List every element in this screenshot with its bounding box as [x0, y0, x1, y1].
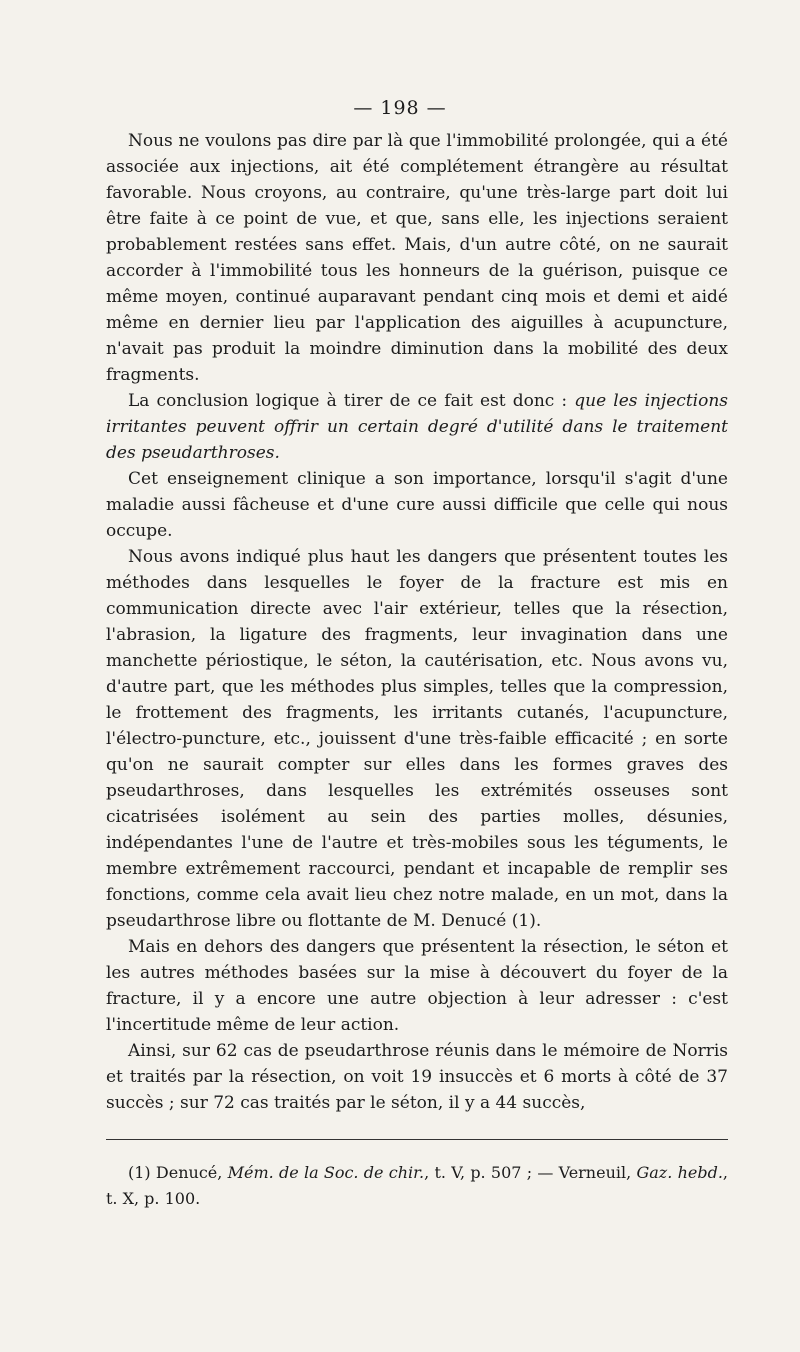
- paragraph-clinical-teaching: Cet enseignement clinique a son importance, lorsqu'il s'agit d'une maladie aussi fâcheuse et d'une cure aussi difficile que celle qui nous occupe.: [106, 469, 728, 541]
- page-number: — 198 —: [353, 97, 447, 119]
- paragraph-objection: Mais en dehors des dangers que présentent la résection, le séton et les autres méthodes basées sur la mise à découvert du foyer de la fracture, il y a encore une autre objection à leur adresser : c'est l'incertitude même de leur action.: [106, 937, 728, 1035]
- footnote-part-1: (1) Denucé,: [128, 1163, 228, 1182]
- body-text: [106, 128, 728, 1116]
- footnote-part-3: , t. V, p. 507 ; — Verneuil,: [424, 1163, 637, 1182]
- paragraph-methods-dangers: Nous avons indiqué plus haut les dangers que présentent toutes les méthodes dans lesquelles le foyer de la fracture est mis en communication directe avec l'air extérieur, telles que la résection, l'abrasion, la ligature des fragments, leur invagination dans une manchette périostique, le séton, la cautérisation, etc. Nous avons vu, d'autre part, que les méthodes plus simples, telles que la compression, le frottement des fragments, les irritants cutanés, l'acupuncture, l'électro-puncture, etc., jouissent d'une très-faible efficacité ; en sorte qu'on ne saurait compter sur elles dans les formes graves des pseudarthroses, dans lesquelles les extrémités osseuses sont cicatrisées isolément au sein des parties molles, désunies, indépendantes l'une de l'autre et très-mobiles sous les téguments, le membre extrêmement raccourci, pendant et incapable de remplir ses fonctions, comme cela avait lieu chez notre malade, en un mot, dans la pseudarthrose libre ou flottante de M. Denucé (1).: [106, 547, 728, 931]
- footnote-part-2: Mém. de la Soc. de chir.: [227, 1163, 425, 1182]
- paragraph-conclusion: [106, 388, 728, 466]
- conclusion-intro: La conclusion logique à tirer de ce fait est donc :: [128, 391, 575, 411]
- paragraph-immobility: Nous ne voulons pas dire par là que l'immobilité prolongée, qui a été associée aux injections, ait été complétement étrangère au résultat favorable. Nous croyons, au contraire, qu'une très-large part doit lui être faite à ce point de vue, et que, sans elle, les injections seraient probablement restées sans effet. Mais, d'un autre côté, on ne saurait accorder à l'immobilité tous les honneurs de la guérison, puisque ce même moyen, continué auparavant pendant cinq mois et demi et aidé même en dernier lieu par l'application des aiguilles à acupuncture, n'avait pas produit la moindre diminution dans la mobilité des deux fragments.: [106, 131, 728, 385]
- footnote-part-4: Gaz. hebd.: [636, 1163, 723, 1182]
- footnote-part-5: , t. X, p. 100.: [106, 1163, 728, 1208]
- footnote: [106, 1160, 728, 1212]
- footnote-text: [106, 1160, 728, 1212]
- footnote-divider: [106, 1139, 728, 1140]
- conclusion-emphasis: que les injections irritantes peuvent offrir un certain degré d'utilité dans le traitement des pseudarthroses.: [106, 391, 728, 463]
- paragraph-statistics: Ainsi, sur 62 cas de pseudarthrose réunis dans le mémoire de Norris et traités par la résection, on voit 19 insuccès et 6 morts à côté de 37 succès ; sur 72 cas traités par le séton, il y a 44 succès,: [106, 1041, 728, 1113]
